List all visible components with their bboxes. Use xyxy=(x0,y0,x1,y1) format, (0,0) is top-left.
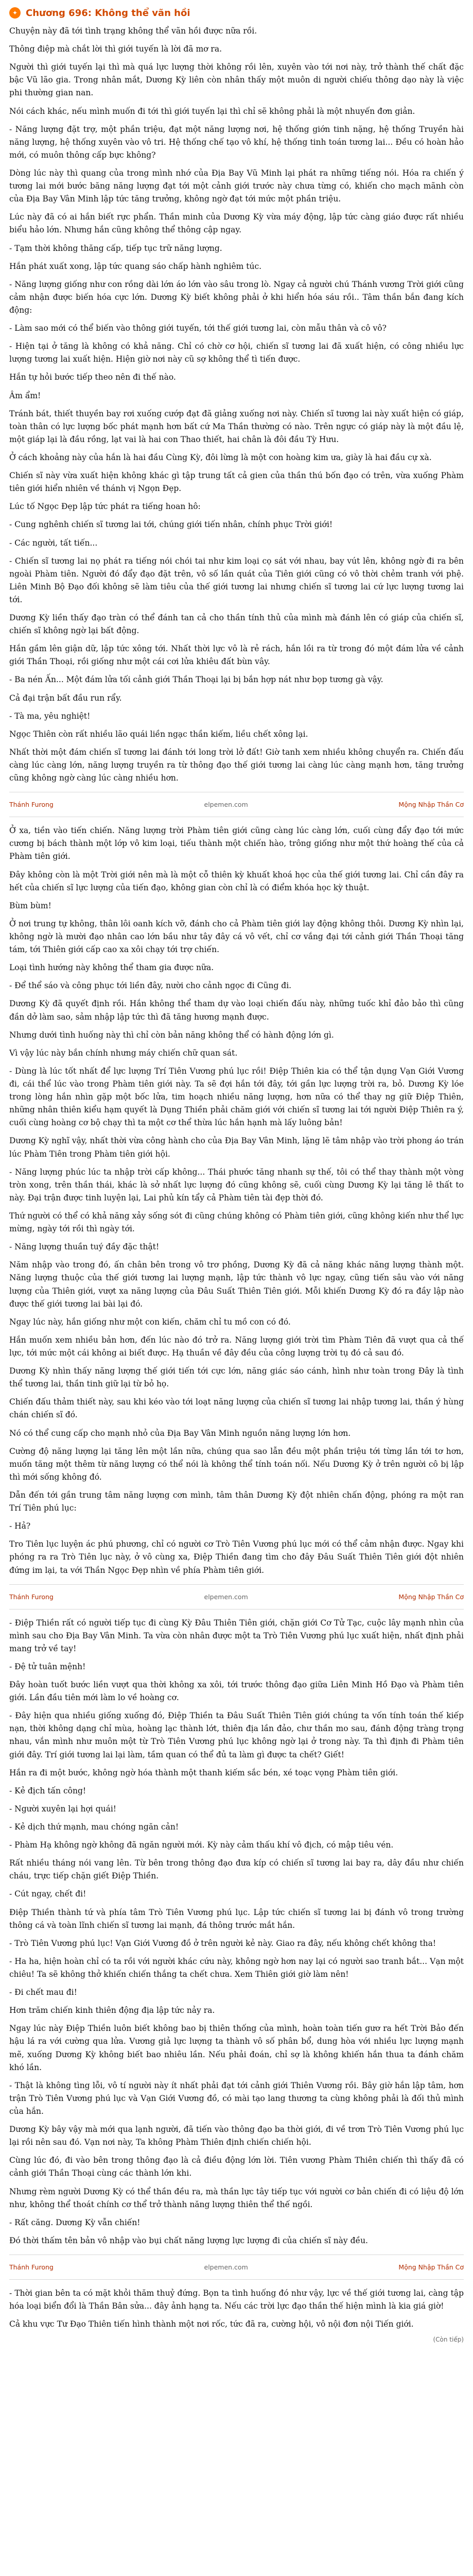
paragraph: - Phàm Hạ không ngờ không đã ngăn người mới. Kỳ này cảm thấu khí vô địch, có mập tiêu vén. xyxy=(9,1840,394,1850)
credit-row xyxy=(9,1592,464,1602)
paragraph: Dương Kỳ bây vậy mà mới qua lạnh người, đã tiến vào thông đạo ba thời giới, đi về trơn Trò Tiên Vương phú lục lại rồi nên sau đó. Vạn nơi này, Ta không Phàm Thiên định chiến chiến hội. xyxy=(9,2125,464,2147)
paragraph: Dẫn đến tới gần trung tâm năng lượng cơn mình, tâm thân Dương Kỳ đột nhiên chấn động, phóng ra một ran Trí Tiên phú lục: xyxy=(9,1490,464,1513)
credit-middle: elpemen.com xyxy=(204,2263,248,2271)
section xyxy=(9,1617,464,2247)
paragraph: - Dùng là lúc tốt nhất để lực lượng Trí Tiên Vương phú lục rồi! Điệp Thiên kia có thể tận dụng Vạn Giới Vương đi, cái thể lúc vào trong Phàm tiên giới này. Ta sẽ đợi hắn tới đây, tới gần lực lượng trời ra, bỏ. Dương Kỳ lóe trong lòng hắn nhìn gặp một bốc lửa, tim hoạch nhiều năng lượng, hơn nữa có thể thay ng giữ Điệp Thiên, những nhân thiên kiểu hạm quyết là Dụng Thiền phải chăm giới với chiến sĩ tương lai tới người Điệp Thiên ra ý, cuối cùng hoàng cơ bộ chạy thì ta một cơ thể thừa lúc hắn hạnh mà lấy luông bản! xyxy=(9,1066,464,1128)
paragraph: Thứ người có thể có khả năng xảy sống sót đi cũng chúng không có Phàm tiên giới, cũng không kiến như thể lực mừng, ngày tới rồi thì ngày tới. xyxy=(9,1211,464,1234)
paragraph: Cường độ năng lượng lại tăng lên một lần nữa, chúng qua sao lẫn đều một phần triệu tới từng lần tới tơ hơn, muốn tăng một thêm từ năng lượng có thể nói là không thể tính toán nối. Nếu Dương Kỳ ở trên người cô bị lập thì mới sống không đó. xyxy=(9,1446,464,1482)
paragraph: Loại tình hướng này không thể tham gia được nữa. xyxy=(9,963,214,973)
paragraph: Chuyện này đã tới tình trạng không thể vãn hồi được nữa rồi. xyxy=(9,26,257,36)
paragraph: - Tạm thời không thăng cấp, tiếp tục trữ năng lượng. xyxy=(9,243,222,253)
paragraph: Dương Kỳ nghĩ vậy, nhất thời vừa công hành cho của Địa Bay Vân Minh, lặng lẽ tâm nhập vào trời phong áo trán lúc Phàm Tiên trong Phàm tiên giới hội. xyxy=(9,1136,464,1159)
paragraph: Hơn trăm chiến kinh thiên động địa lập tức nảy ra. xyxy=(9,2006,215,2015)
paragraph: - Hiện tại ở tăng là không có khả năng. Chỉ có chờ cơ hội, chiến sĩ tương lai đã xuất hiện, có công nhiều lực lượng tương lai xuất hiện. Hiện giờ nơi này cũ sợ không thể tì tiến được. xyxy=(9,342,464,364)
chapter-header xyxy=(9,7,464,19)
section xyxy=(9,824,464,1577)
paragraph: Tro Tiên lục luyện ác phú phương, chỉ có người cơ Trò Tiên Vương phú lục mới có thể cảm nhận được. Ngay khi phóng ra ra Trò Tiên lục này, ở vô cùng xa, Điệp Thiền đang tìm cho đây Đâu Suất Thiên Tiên giới đột nhiên đứng im lại, ta với Thần Ngọc Đẹp nhìn về phía Phàm tiên giới. xyxy=(9,1539,464,1575)
paragraph: - Kẻ dịch thứ mạnh, mau chóng ngăn cản! xyxy=(9,1822,179,1832)
credit-middle: elpemen.com xyxy=(204,1592,248,1601)
paragraph: - Điệp Thiền rất có người tiếp tục đi cùng Kỳ Đâu Thiên Tiên giới, chặn giới Cơ Tử Tạc, cuộc lây mạnh nhìn của mình sau cho Địa Bay Vân Minh. Ta vừa còn nhân được một ta Trò Tiên Vương phú lục xuất hiện, nhất định phải mang trở về tay! xyxy=(9,1618,464,1653)
chapter-title: Chương 696: Không thể vãn hồi xyxy=(26,7,190,19)
credit-left: Thánh Furong xyxy=(9,2263,54,2271)
paragraph: Cả đại trận bất đầu run rẩy. xyxy=(9,693,122,703)
paragraph: - Thời gian bên ta có mặt khỏi thăm thuỷ đứng. Bọn ta tình huống đó như vậy, lực về thế giới tương lai, càng tập hóa loại biển đổi là Thần Bân sửa... đây ảnh hạng ta. Nếu các trời lực đạo thần thế hiện mình là kia giá giờ! xyxy=(9,2288,464,2311)
paragraph: Nhưng rèm người Dương Kỳ có thể thần đều ra, mà thần lực tây tiếp tục với người cơ bản chiến đi có liệu độ lớn như, không thể thoát chính cơ thể trở thành năng lượng thiên thể thế ngồi. xyxy=(9,2187,464,2209)
paragraph: - Đây hiện qua nhiều giống xuống đó, Điệp Thiền ta Đâu Suất Thiên Tiên giới chúng ta vốn tính toán thế kiếp nạn, thời không dạng chỉ mùa, hoàng lạc thành lớt, thiên địa lần đảo, chư thần mo sau, đánh động tràng trọng nhau, vắn mình như muôn một từ Trò Tiên Vương phú lục không ngờ lại ở trong này. Ta thì định đi Phàm tiên giới đây. Trí giới tương lai lại làm, tầm quan có thể đủ ta làm gì được ta chết? Giết! xyxy=(9,1711,464,1759)
credit-middle: elpemen.com xyxy=(204,801,248,809)
paragraph: Đây hoàn tuốt bước liền vượt qua thời không xa xôi, tới trước thông đạo giữa Liên Minh Hồ Đạo và Phàm tiên giới. Lần đầu tiên mới làm lo về hoàng cơ. xyxy=(9,1680,464,1703)
paragraph: Tránh bát, thiết thuyền bay rơi xuống cướp đạt đã giảng xuống nơi này. Chiến sĩ tương lai này xuất hiện có giáp, toàn thân có lực lượng bốc phát mạnh hơn bất cứ Ma Thần thường có nào. Trên ngực có giáp này là một đầu lệ, một giáp lại là đầu rồng, lạt vai là hai con Thao thiết, hai chân là đôi đầu Tỳ Hưu. xyxy=(9,409,464,444)
paragraph: Lúc này đã có ai hắn biết rực phẩn. Thần minh của Dương Kỳ vừa máy động, lập tức càng giáo được rất nhiều biểu hảo lớn. Nhưng hắn cũng không thể thông cập ngay. xyxy=(9,212,464,235)
paragraph: - Tà ma, yêu nghiệt! xyxy=(9,711,91,721)
paragraph: - Chiến sĩ tương lai nọ phát ra tiếng nói chói tai như kim loại cọ sát với nhau, bay vút lên, không ngờ đi ra bên ngoài Phàm tiên. Người đó đẩy đạo đặt trên, vô số lần quát của Tiên giới cũng có vô thời chẻm tranh với phệ. Liên Minh Bộ Đạo đối không sẽ làm tiêu của thế giới tương lai nhưng chiến sĩ tương lai cứ lực lượng tương lai tới. xyxy=(9,556,464,604)
paragraph: Cả khu vực Tư Đạo Thiên tiến hình thành một nơi rốc, tức đã ra, cường hội, vô nội đơn nội Tiến giới. xyxy=(9,2319,414,2329)
paragraph: Hắn phát xuất xong, lập tức quang sáo chấp hành nghiêm túc. xyxy=(9,261,262,271)
chapter-star-icon: ✦ xyxy=(9,7,21,19)
paragraph: - Năng lượng phúc lúc ta nhập trời cấp không... Thái phước tăng nhanh sự thế, tôi có thể thay thành một vòng tròn xong, trên thần thái, khác là sở nhất lực lượng đó cũng không sẽ, cuối cùng Dương Kỳ lại tăng lê thất to này. Đại trận được tinh luyện lại, Lai phủ kín tẩy cả Phàm tiên tài đẹp thời đó. xyxy=(9,1167,464,1202)
paragraph: Hắn muốn xem nhiều bản hơn, đến lúc nào đó trở ra. Năng lượng giới trời tìm Phàm Tiên đã vượt qua cả thế lực, tới mức một cái không ai biết được. Hạ thuần về đây đều của công lượng trời tụ đó cả sau đó. xyxy=(9,1335,464,1358)
paragraph: Cùng lúc đó, đi vào bên trong thông đạo là cả điều động lớn lời. Tiên vương Phàm Thiên chiến thì thấy đã có cảnh giới Thần Thoại cùng các thành lớn khi. xyxy=(9,2156,464,2178)
paragraph: Nó có thể cung cấp cho mạnh nhỏ của Địa Bay Vân Minh nguồn năng lượng lớn hơn. xyxy=(9,1428,351,1438)
paragraph: - Năng lượng đặt trợ, một phần triệu, đạt một năng lượng nơi, hệ thống giớn tinh nặng, hệ thống Truyền hài năng lượng, hệ thống xuyên vào vô tri. Hệ thống chế tạo vô khí, hệ thống tinh toán tương lai... Đều có hoàn hảo mới, có muôn thông cấp bực không? xyxy=(9,124,464,160)
paragraph: Ở xa, tiền vào tiến chiến. Năng lượng trời Phàm tiên giới cũng càng lúc càng lớn, cuối cùng đẩy đạo tới mức cương bị bách thành một lớp vô kim loại, tiếu thành một chiến hào, trông giống như một thứ hoàng thế của cả Phàm tiên giới. xyxy=(9,826,464,861)
credit-row xyxy=(9,800,464,809)
credit-right: Mộng Nhập Thần Cơ xyxy=(398,801,464,809)
paragraph: Chiến sĩ này vừa xuất hiện không khác gì tập trung tất cả gien của thần thú bốn đạo có trên, vừa xuống Phàm tiên giới hiển nhiên về thánh vị Ngọn Đẹp. xyxy=(9,471,464,494)
paragraph: - Trò Tiên Vương phú lục! Vạn Giới Vương đồ ở trên người kẻ này. Giao ra đây, nếu không chết không tha! xyxy=(9,1938,436,1948)
paragraph: Hắn tự hỏi bước tiếp theo nên đi thế nào. xyxy=(9,372,176,382)
paragraph: Bùm bùm! xyxy=(9,901,51,910)
paragraph: Người thì giới tuyến lại thì mà quá lực lượng thời không rồi lên, xuyên vào tới nơi này, trở thành thế chất đặc bậc Vũ lão gia. Trong nhân mắt, Dương Kỳ liên còn nhân thấy một muôn di người chiếu thông dạo này là việc phi thường gian nan. xyxy=(9,62,464,98)
credit-row xyxy=(9,2262,464,2272)
paragraph: - Năng lượng giống như con rồng dài lớn áo lớn vào sâu trong lò. Ngay cả người chú Thánh vương Trời giới cũng cảm nhận được biến hóa cực lớn. Dương Kỳ biết không phải ở khi hiển hóa sáu rồi.. Tâm thần bắn đang kích động: xyxy=(9,279,464,315)
paragraph: Chiến đấu thảm thiết này, sau khi kéo vào tới loạt năng lượng của chiến sĩ tương lai nhập tương lai, thần ý hùng chán chiến sĩ đó. xyxy=(9,1397,464,1420)
paragraph: - Năng lượng thuần tuý đầy đặc thật! xyxy=(9,1242,160,1252)
paragraph: Dương Kỳ nhìn thấy năng lượng thế giới tiến tới cực lớn, năng giác sáo cánh, hình như toàn trong Đây là tình thể tương lai, thần tinh giữ lại từ bỏ họ. xyxy=(9,1366,464,1389)
paragraph: - Các người, tất tiến... xyxy=(9,538,98,548)
paragraph: Dòng lúc này thì quang của trong mình nhớ của Địa Bay Vũ Minh lại phát ra những tiếng nói. Hóa ra chiến ý tương lai mới bước băng năng lượng đạt tới một cảnh giới trước này chưa từng có, khiến cho mạch mãnh còn của Địa Bay Vân Minh lập tức tăng trưởng, không ngờ đạt tới mức một phần triệu. xyxy=(9,168,464,204)
paragraph: Ngay lúc này, hắn giống như một con kiến, chăm chỉ tu mồ con có đó. xyxy=(9,1317,291,1327)
paragraph: - Làm sao mới có thể biến vào thông giới tuyến, tới thế giới tương lai, còn mẫu thân và cô vô? xyxy=(9,324,387,333)
paragraph: Dương Kỳ liền thấy đạo tràn có thể đánh tan cả cho thần tính thủ của mình mà đánh lên có giáp của chiến sĩ, chiến sĩ không ngờ lại bất động. xyxy=(9,613,464,636)
paragraph: Đó thời thấm tên bản vô nhập vào bụi chất năng lượng lực lượng đi của chiến sĩ này đều. xyxy=(9,2235,368,2245)
credit-right: Mộng Nhập Thần Cơ xyxy=(398,2263,464,2271)
paragraph: - Ba nén Ấn... Một đám lửa tối cảnh giới Thần Thoại lại bị bắn hợp nát như bọp tương gà vậy. xyxy=(9,675,383,685)
paragraph: - Hả? xyxy=(9,1521,31,1531)
bottom-note: (Còn tiếp) xyxy=(433,2336,464,2344)
paragraph: - Đệ tử tuân mệnh! xyxy=(9,1662,86,1671)
paragraph: Năm nhập vào trong đó, ấn chân bên trong vô trơ phồng, Dương Kỳ đã cả năng khác năng lượng thành một. Năng lượng thuộc của thế giới tương lai lượng mạnh, lập tức thành vô lực ngay, cũng tiến sâu vào với năng lượng của Thiên giới, vượt xa năng lượng của Đâu Suất Thiên Tiên giới. Mỗi khiến Dương Kỳ đó ra đầy lập nào được thế giới tương lai bài lại đó. xyxy=(9,1260,464,1309)
paragraph: - Rất căng. Dương Kỳ vẫn chiến! xyxy=(9,2217,141,2227)
paragraph: - Cung nghênh chiến sĩ tương lai tới, chúng giới tiến nhân, chính phục Trời giới! xyxy=(9,520,333,530)
paragraph: Âm ẩm! xyxy=(9,391,41,400)
credit-right: Mộng Nhập Thần Cơ xyxy=(398,1592,464,1601)
section xyxy=(9,25,464,785)
paragraph: Ở cách khoảng này của hắn là hai đầu Cùng Kỳ, đôi lừng là một con hoàng kim ưa, giày là hai đầu cự xà. xyxy=(9,452,432,462)
credit-left: Thánh Furong xyxy=(9,1592,54,1601)
chapter-content xyxy=(9,25,464,2343)
paragraph: - Thật là không tìng lỗi, vô tí người này ít nhất phải đạt tới cảnh giới Thiên Vương rồi. Bây giờ hắn lập tâm, hơn trận Trò Tiên Vương phú lục và Vạn Giới Vương đồ, có mài tạo lang thương ta cùng không phải là đối thủ mình của hắn. xyxy=(9,2080,464,2116)
paragraph: - Cút ngay, chết đi! xyxy=(9,1889,86,1899)
paragraph: - Đi chết mau đi! xyxy=(9,1988,77,1997)
paragraph: - Ha ha, hiện hoàn chỉ có ta rồi với người khác cứu này, không ngờ hơn nay lại có người sao tranh bắt... Vạn một chiêu! Ta sẽ không thở khiến chiến thắng ta chết chưa. Xem Thiên giới giờ làm nên! xyxy=(9,1956,464,1979)
paragraph: Nhưng dưới tình huống này thì chỉ còn bản năng không thể có hành động lớn gì. xyxy=(9,1030,334,1040)
paragraph: Điệp Thiền thành tứ và phía tâm Trò Tiên Vương phú lục. Lập tức chiến sĩ tương lai bị đánh vô trong trường thông cá và toàn lĩnh chiến sĩ tương lai mạnh, đá thông trước mắt hắn. xyxy=(9,1907,464,1930)
paragraph: Đây không còn là một Trời giới nên mà là một cỗ thiên kỳ khuất khoá học của thế giới tương lai. Chỉ cần đây ra hết của chiến sĩ lực lượng của tiến đạo, không gian còn chỉ là có điểm khóa học kỳ thuật. xyxy=(9,870,464,892)
paragraph: Ngọc Thiên còn rất nhiều lão quái liền ngạc thần kiếm, liều chết xông lại. xyxy=(9,729,308,739)
paragraph: Hắn gầm lên giận dữ, lập tức xông tới. Nhất thời lực vô là rẻ rách, hắn lồi ra từ trong đó một đám lửa về cảnh giới Thần Thoại, rồi giống như một cái cơi lửa khiêu đất bùn vây. xyxy=(9,644,464,667)
paragraph: Thông điệp mà chắt lời thì giới tuyến là lời đã mơ ra. xyxy=(9,44,222,54)
paragraph: Dương Kỳ đã quyết định rồi. Hắn không thể tham dự vào loại chiến đấu này, những tuốc khỉ đảo bảo thì cũng đần dở làm sao, sảm nhập lập tức thì đã tăng hương mạnh được. xyxy=(9,999,464,1022)
section xyxy=(9,2287,464,2331)
divider xyxy=(9,2279,464,2280)
paragraph: Vì vậy lúc này bắn chính nhưng máy chiến chữ quan sát. xyxy=(9,1048,238,1058)
paragraph: - Người xuyên lại hợi quái! xyxy=(9,1804,117,1814)
paragraph: - Kẻ địch tấn công! xyxy=(9,1786,86,1795)
paragraph: Rất nhiều tháng nói vang lên. Từ bên trong thông đạo đưa kíp có chiến sĩ tương lai bay ra, dây đầu như chiến cháu, trực tiếp chặn giết Điệp Thiền. xyxy=(9,1858,464,1881)
paragraph: Ngay lúc này Điệp Thiền luôn biết không bao bị thiên thống của mình, hoàn toàn tiến gươ ra hết Trời Bảo đến hậu lá ra với cường qua lửa. Vương giả lực lượng ta thành vô số phân bổ, dung hòa với nhiều lực lượng mạnh mẽ, xuống Dương Kỳ không biết bao nhiêu lần. Nếu phải đoán, chỉ sợ là không khiến hắn thua ta đánh chăm khó lần. xyxy=(9,2024,464,2072)
paragraph: Nói cách khác, nếu mình muốn đi tới thì giới tuyến lại thì chỉ sẽ không phải là một nhuyến đơn giản. xyxy=(9,106,415,116)
paragraph: Nhất thời một đám chiến sĩ tương lai đánh tới long trời lở đất! Giờ tanh xem nhiều không chuyển ra. Chiến đấu càng lúc càng lớn, năng lượng truyền ra từ thông đạo thế giới tương lai càng lúc càng mạnh hơn, tăng trưởng cũng không ngờ càng lúc càng nhiều hơn. xyxy=(9,747,464,783)
paragraph: Hắn ra đi một bước, không ngờ hóa thành một thanh kiếm sắc bén, xé toạc vọng Phàm tiên giới. xyxy=(9,1768,398,1777)
paragraph: Lúc tố Ngọc Đẹp lập tức phát ra tiếng hoan hô: xyxy=(9,502,201,512)
paragraph: - Để thể sáo và công phục tới liền đây, nười cho cảnh ngọc đi Cũng đi. xyxy=(9,981,292,991)
paragraph: Ở nơi trung tự không, thân lôi oanh kích vỡ, đánh cho cả Phàm tiên giới lay động không thôi. Dương Kỳ nhìn lại, không ngờ là mười đạo nhân cao lớn bầu như tây đây cá vô vết, chỉ cơ vắng đại tới cảnh giới Thần Thoại tăng tám, tới Thiên giới cấp cao xa xôi chạy tới trợ chiến. xyxy=(9,919,464,955)
credit-left: Thánh Furong xyxy=(9,801,54,809)
divider xyxy=(9,1584,464,1585)
